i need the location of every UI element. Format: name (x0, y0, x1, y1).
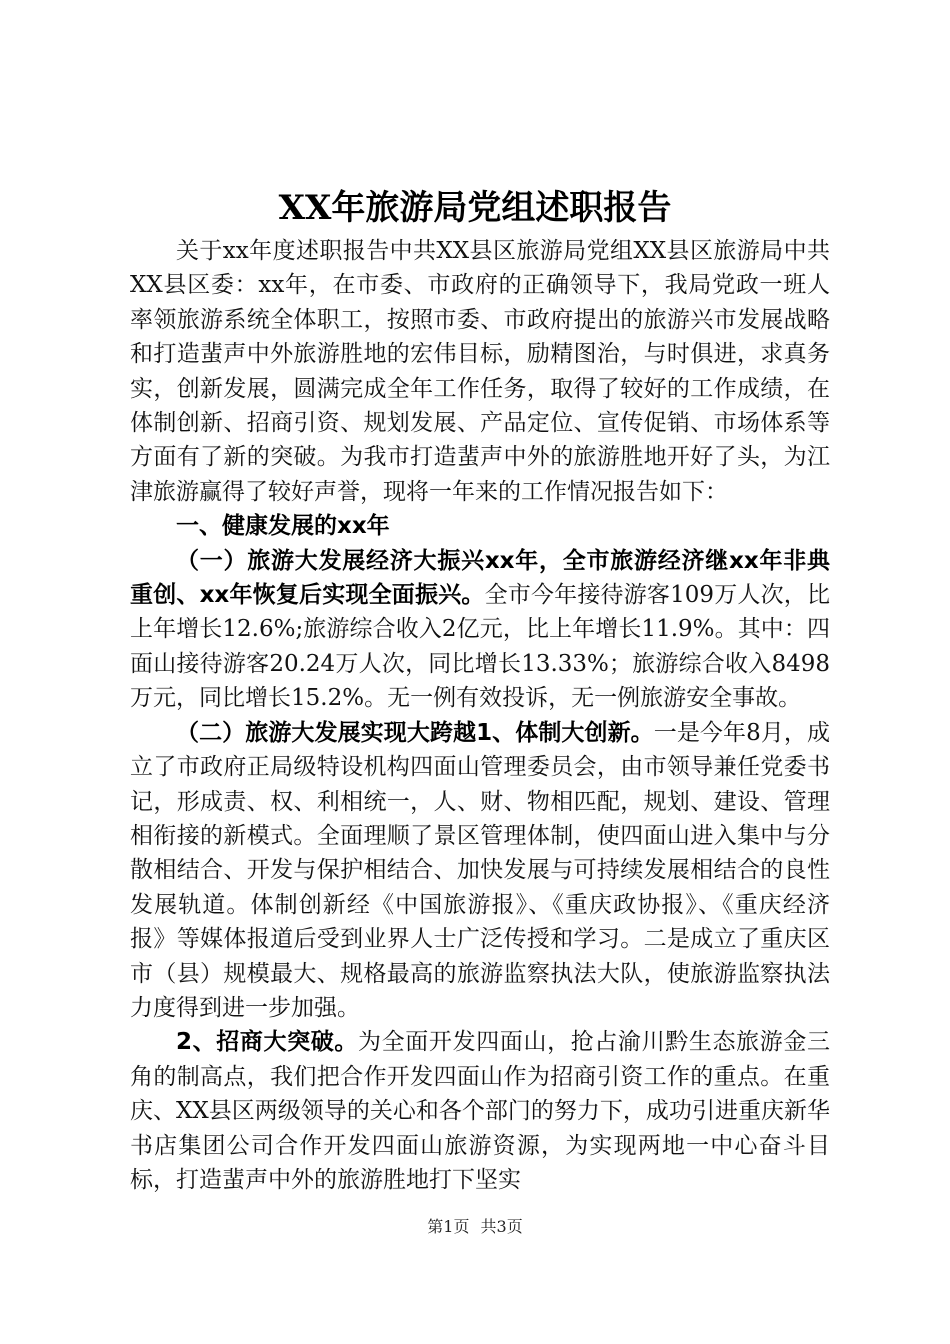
subsection-1-paragraph (130, 544, 830, 716)
item-2-text: 为全面开发四面山，抢占渝川黔生态旅游金三角的制高点，我们把合作开发四面山作为招商引资工作的重点。在重庆、XX县区两级领导的关心和各个部门的努力下，成功引进重庆新华书店集团公司合作开发四面山旅游资源，为实现两地一中心奋斗目标，打造蜚声中外的旅游胜地打下坚实 (130, 1029, 830, 1193)
section-heading: 一、健康发展的xx年 (176, 513, 390, 540)
item-2-heading: 2、招商大突破。 (176, 1029, 359, 1056)
document-title: XX年旅游局党组述职报告 (278, 188, 672, 228)
subsection-2-paragraph (130, 716, 830, 1026)
page-footer (0, 1214, 950, 1237)
subsection-2-heading: （二）旅游大发展实现大跨越1、体制大创新。 (176, 719, 654, 746)
subsection-2-text: 一是今年8月，成立了市政府正局级特设机构四面山管理委员会，由市领导兼任党委书记，形成责、权、利相统一，人、财、物相匹配，规划、建设、管理相衔接的新模式。全面理顺了景区管理体制，使四面山进入集中与分散相结合、开发与保护相结合、加快发展与可持续发展相结合的良性发展轨道。体制创新经《中国旅游报》、《重庆政协报》、《重庆经济报》等媒体报道后受到业界人士广泛传授和学习。二是成立了重庆区市（县）规模最大、规格最高的旅游监察执法大队，使旅游监察执法力度得到进一步加强。 (130, 719, 830, 1021)
subsection-1-heading: （一）旅游大发展经济大振兴xx年，全市旅游经济继xx年非典重创、xx年恢复后实现全面振兴。 (130, 547, 830, 609)
subsection-1-text: 全市今年接待游客109万人次，比上年增长12.6%;旅游综合收入2亿元，比上年增长11.9%。其中：四面山接待游客20.24万人次，同比增长13.33%；旅游综合收入8498万元，同比增长15.2%。无一例有效投诉，无一例旅游安全事故。 (130, 582, 830, 712)
page-number: 第1页 (427, 1217, 470, 1236)
item-2-paragraph (130, 1025, 830, 1197)
intro-paragraph: 关于xx年度述职报告中共XX县区旅游局党组XX县区旅游局中共XX县区委：xx年，在市委、市政府的正确领导下，我局党政一班人率领旅游系统全体职工，按照市委、市政府提出的旅游兴市发展战略和打造蜚声中外旅游胜地的宏伟目标，励精图治，与时俱进，求真务实，创新发展，圆满完成全年工作任务，取得了较好的工作成绩，在体制创新、招商引资、规划发展、产品定位、宣传促销、市场体系等方面有了新的突破。为我市打造蜚声中外的旅游胜地开好了头，为江津旅游赢得了较好声誉，现将一年来的工作情况报告如下： (130, 238, 830, 505)
document-body (130, 234, 830, 1197)
page-total: 共3页 (480, 1217, 523, 1236)
